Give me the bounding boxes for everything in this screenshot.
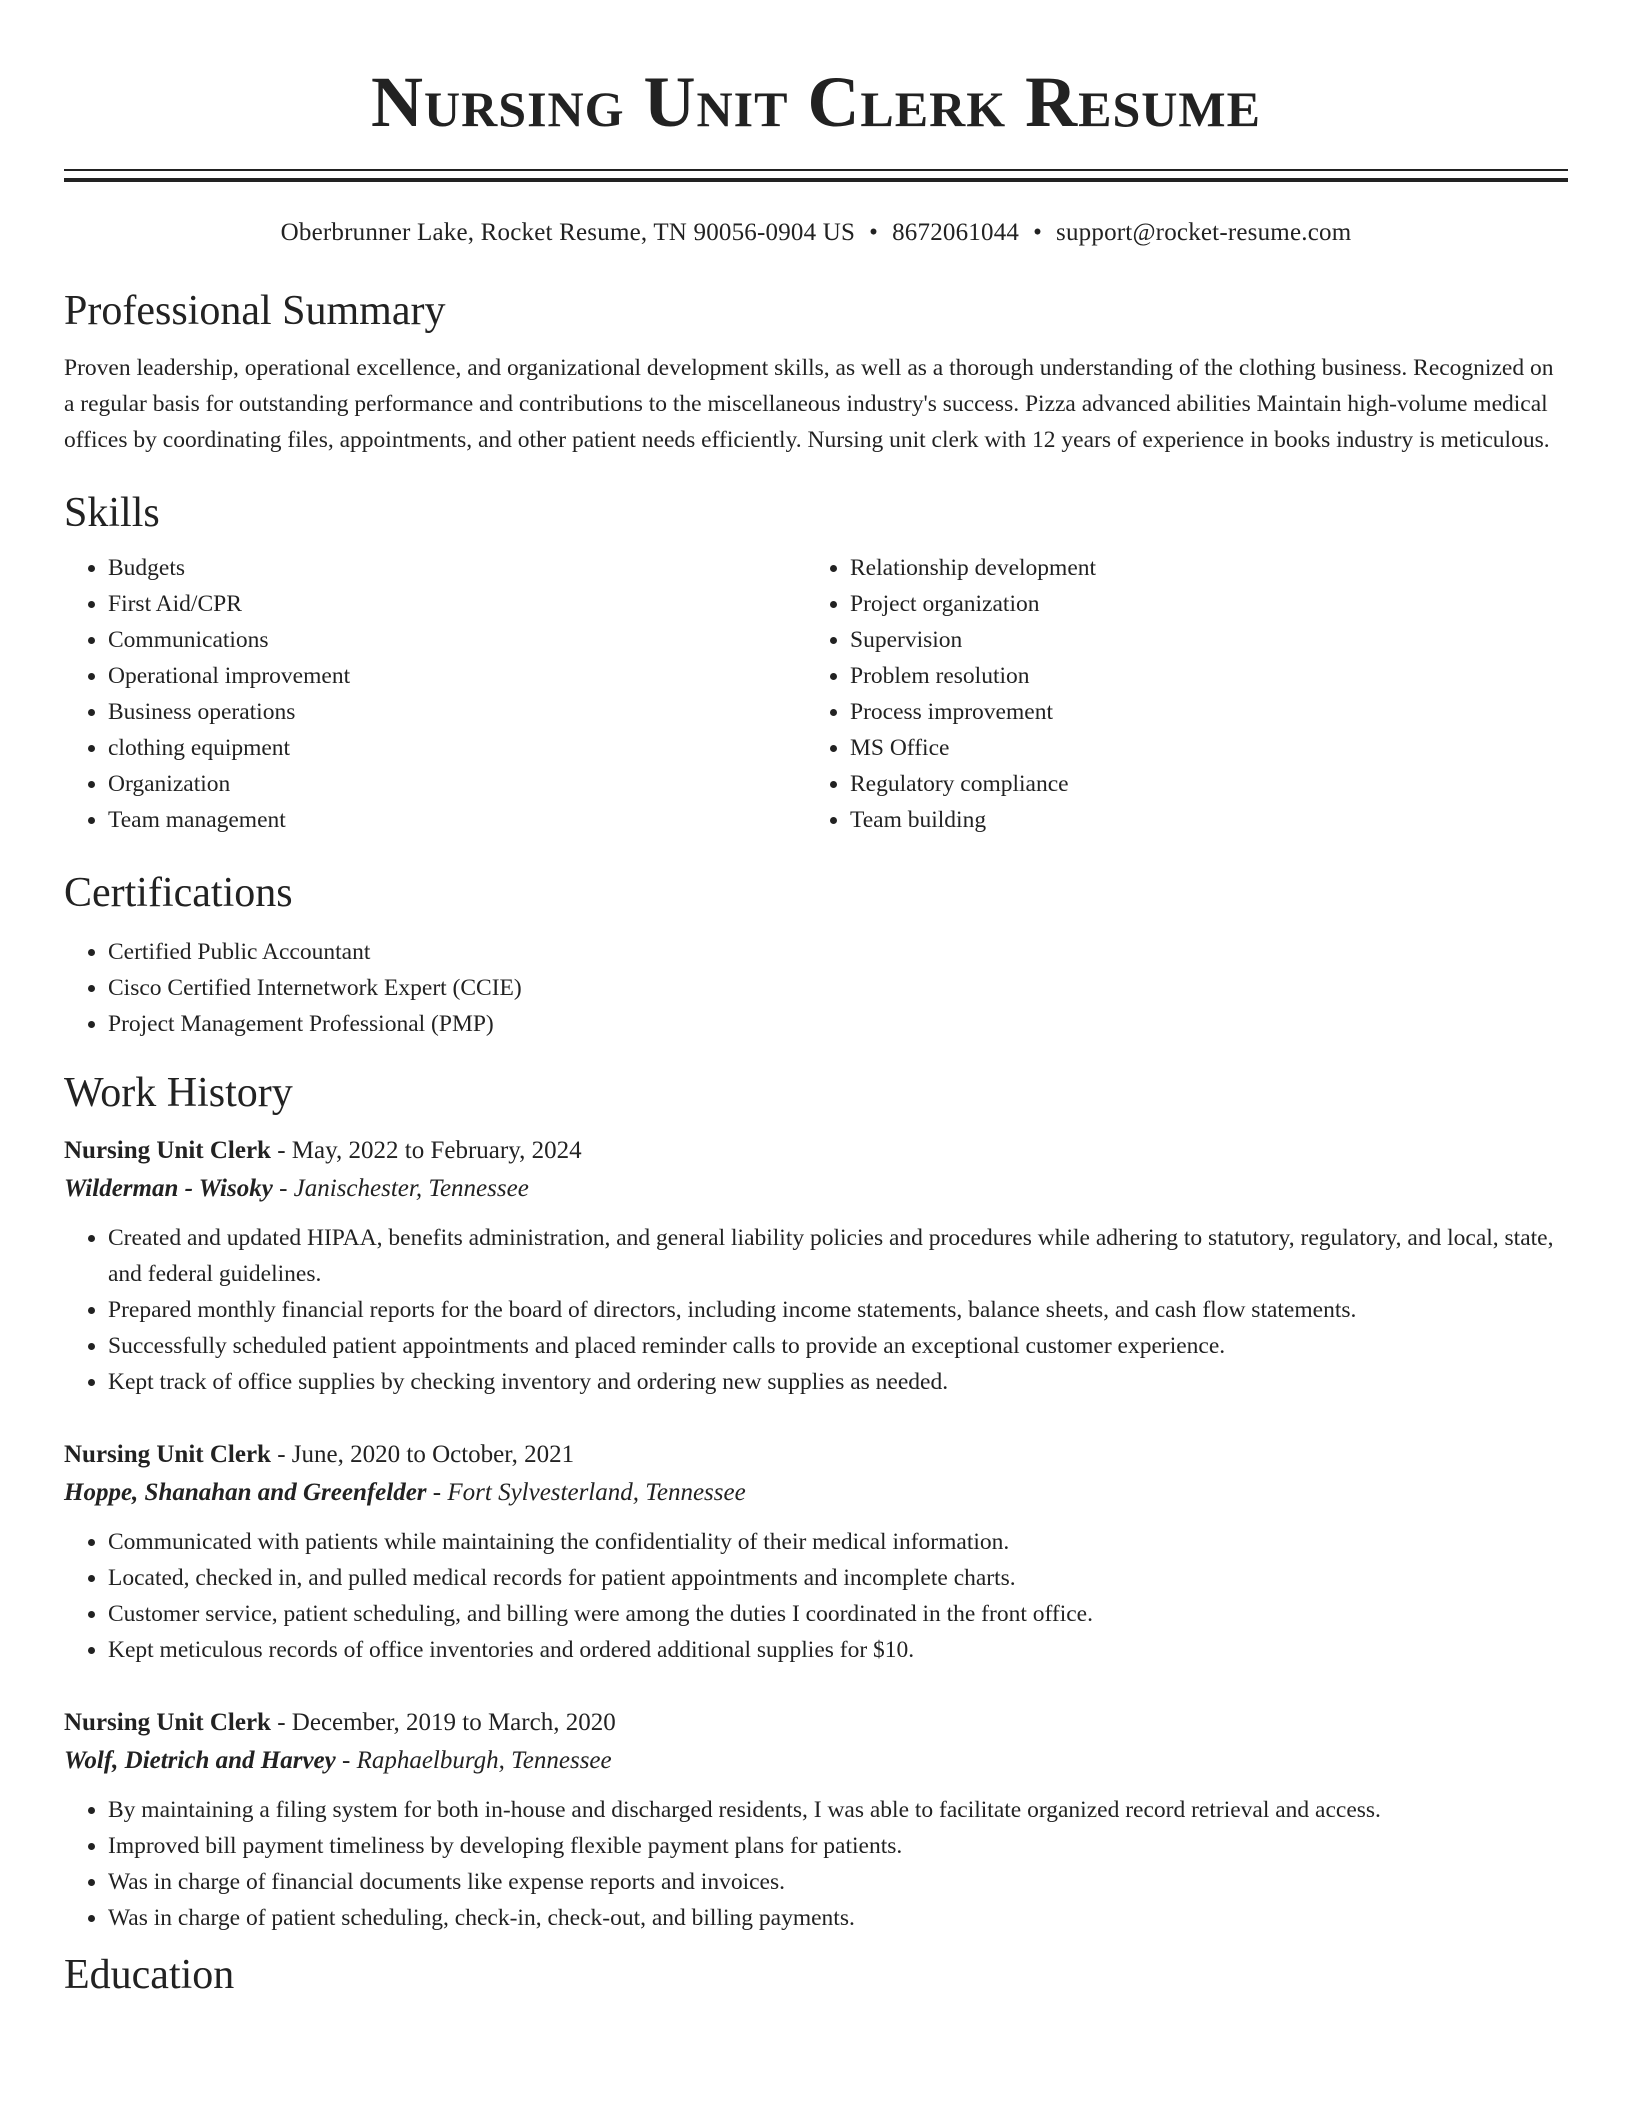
company-line: Wolf, Dietrich and Harvey - Raphaelburgh, Tennessee	[64, 1747, 612, 1774]
company-location: Fort Sylvesterland, Tennessee	[447, 1479, 746, 1506]
skills-column-right	[806, 550, 1548, 838]
job-bullet: • Customer service, patient scheduling, and billing were among the duties I coordinated in the front office.	[108, 1596, 1568, 1632]
skill-item: • Process improvement	[850, 694, 1548, 730]
work-history-heading: Work History	[64, 1070, 293, 1116]
work-history-section	[64, 1068, 1568, 1936]
job-dates: June, 2020 to October, 2021	[291, 1441, 575, 1468]
skill-item: • First Aid/CPR	[108, 586, 806, 622]
skill-item: • Business operations	[108, 694, 806, 730]
job-bullet: • Created and updated HIPAA, benefits administration, and general liability policies and procedures while adhering to statutory, regulatory, and local, state, and federal guidelines.	[108, 1220, 1568, 1292]
job-bullet: • Was in charge of patient scheduling, check-in, check-out, and billing payments.	[108, 1900, 1568, 1936]
skill-item: • Communications	[108, 622, 806, 658]
company-line: Hoppe, Shanahan and Greenfelder - Fort Sylvesterland, Tennessee	[64, 1479, 746, 1506]
job-title: Nursing Unit Clerk	[64, 1441, 271, 1468]
skill-item: • Regulatory compliance	[850, 766, 1548, 802]
header-rule-thick	[64, 178, 1568, 182]
education-heading: Education	[64, 1952, 235, 1998]
skill-item: • Organization	[108, 766, 806, 802]
company-name: Wilderman - Wisoky	[64, 1175, 273, 1202]
job-entry	[64, 1132, 1568, 1400]
job-bullet: • Located, checked in, and pulled medical records for patient appointments and incomplete charts.	[108, 1560, 1568, 1596]
job-bullet: • Was in charge of financial documents like expense reports and invoices.	[108, 1864, 1568, 1900]
header-rule-thin	[64, 169, 1568, 171]
summary-section	[64, 286, 1568, 458]
job-title-line: Nursing Unit Clerk - December, 2019 to March, 2020	[64, 1709, 616, 1736]
skill-item: • MS Office	[850, 730, 1548, 766]
job-bullet: • By maintaining a filing system for both in-house and discharged residents, I was able to facilitate organized record retrieval and access.	[108, 1792, 1568, 1828]
job-bullet: • Improved bill payment timeliness by developing flexible payment plans for patients.	[108, 1828, 1568, 1864]
company-name: Hoppe, Shanahan and Greenfelder	[64, 1479, 427, 1506]
skill-item: • Team management	[108, 802, 806, 838]
contact-line	[64, 218, 1568, 248]
skills-heading: Skills	[64, 490, 160, 536]
job-bullet: • Communicated with patients while maintaining the confidentiality of their medical information.	[108, 1524, 1568, 1560]
job-dates: May, 2022 to February, 2024	[291, 1137, 582, 1164]
skill-item: • Relationship development	[850, 550, 1548, 586]
certifications-heading: Certifications	[64, 870, 293, 916]
summary-heading: Professional Summary	[64, 288, 446, 334]
skills-grid	[64, 550, 1568, 838]
contact-phone: 8672061044	[892, 219, 1020, 246]
skills-section	[64, 488, 1568, 838]
job-bullet: • Prepared monthly financial reports for the board of directors, including income statements, balance sheets, and cash flow statements.	[108, 1292, 1568, 1328]
contact-email: support@rocket-resume.com	[1056, 219, 1352, 246]
job-bullet: • Successfully scheduled patient appointments and placed reminder calls to provide an exceptional customer experience.	[108, 1328, 1568, 1364]
contact-separator: •	[1033, 219, 1043, 246]
job-title-line: Nursing Unit Clerk - May, 2022 to February, 2024	[64, 1137, 582, 1164]
job-bullets	[64, 1792, 1568, 1936]
job-entry	[64, 1436, 1568, 1668]
resume-title: Nursing Unit Clerk Resume	[371, 62, 1261, 142]
job-entry	[64, 1704, 1568, 1936]
skill-item: • Team building	[850, 802, 1548, 838]
skill-item: • clothing equipment	[108, 730, 806, 766]
company-location: Raphaelburgh, Tennessee	[356, 1747, 612, 1774]
skill-item: • Supervision	[850, 622, 1548, 658]
contact-address: Oberbrunner Lake, Rocket Resume, TN 90056-0904 US	[280, 219, 856, 246]
job-bullet: • Kept meticulous records of office inventories and ordered additional supplies for $10.	[108, 1632, 1568, 1668]
education-section	[64, 1950, 1568, 2000]
job-bullets	[64, 1524, 1568, 1668]
certification-item: • Certified Public Accountant	[108, 934, 1568, 970]
job-title-line: Nursing Unit Clerk - June, 2020 to October, 2021	[64, 1441, 575, 1468]
company-location: Janischester, Tennessee	[293, 1175, 529, 1202]
skill-item: • Budgets	[108, 550, 806, 586]
skill-item: • Operational improvement	[108, 658, 806, 694]
company-name: Wolf, Dietrich and Harvey	[64, 1747, 336, 1774]
job-title: Nursing Unit Clerk	[64, 1137, 271, 1164]
company-line: Wilderman - Wisoky - Janischester, Tennessee	[64, 1175, 529, 1202]
job-bullets	[64, 1220, 1568, 1400]
certification-item: • Cisco Certified Internetwork Expert (CCIE)	[108, 970, 1568, 1006]
job-bullet: • Kept track of office supplies by checking inventory and ordering new supplies as needed.	[108, 1364, 1568, 1400]
job-dates: December, 2019 to March, 2020	[291, 1709, 616, 1736]
summary-text: Proven leadership, operational excellence, and organizational development skills, as well as a thorough understanding of the clothing business. Recognized on a regular basis for outstanding performance and contributions to the miscellaneous industry's success. Pizza advanced abilities Maintain high-volume medical offices by coordinating files, appointments, and other patient needs efficiently. Nursing unit clerk with 12 years of experience in books industry is meticulous.	[64, 355, 1554, 453]
skill-item: • Problem resolution	[850, 658, 1548, 694]
contact-separator: •	[869, 219, 879, 246]
job-title: Nursing Unit Clerk	[64, 1709, 271, 1736]
skill-item: • Project organization	[850, 586, 1548, 622]
certifications-list	[64, 934, 1568, 1042]
certification-item: • Project Management Professional (PMP)	[108, 1006, 1568, 1042]
certifications-section	[64, 868, 1568, 1042]
skills-column-left	[64, 550, 806, 838]
